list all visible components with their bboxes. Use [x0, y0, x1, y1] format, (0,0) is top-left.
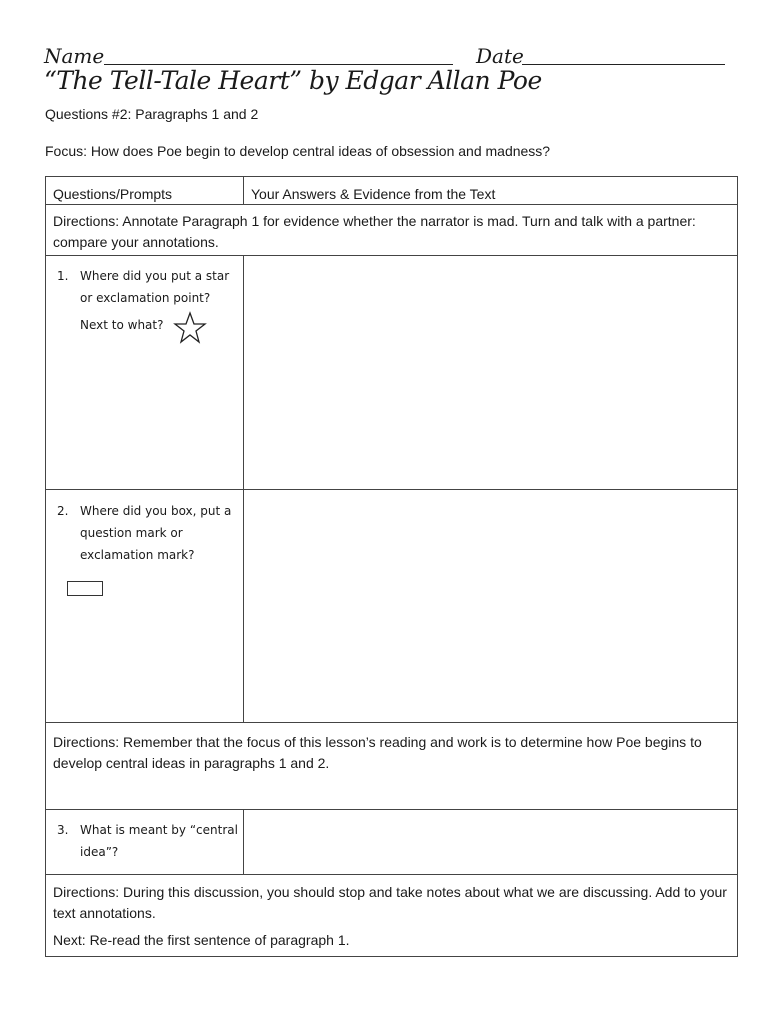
question-2-number: 2. — [57, 504, 69, 518]
answer-1-area[interactable] — [244, 256, 737, 489]
question-1-followup: Next to what? — [80, 318, 164, 332]
subtitle: Questions #2: Paragraphs 1 and 2 — [45, 106, 259, 122]
table-header-row — [46, 177, 737, 205]
questions-table — [45, 176, 738, 957]
directions-row-2 — [46, 723, 737, 810]
question-row-3 — [46, 810, 737, 875]
directions-row-1 — [46, 205, 737, 256]
col-answers-header: Your Answers & Evidence from the Text — [251, 186, 496, 202]
date-label: Date — [476, 44, 524, 68]
question-1-cell — [46, 256, 244, 489]
date-line[interactable] — [522, 64, 725, 65]
answer-2-area[interactable] — [244, 490, 737, 722]
focus-statement: Focus: How does Poe begin to develop central ideas of obsession and madness? — [45, 143, 551, 159]
directions-row-3 — [46, 875, 737, 956]
question-row-2 — [46, 490, 737, 723]
answer-3-area[interactable] — [244, 810, 737, 874]
question-1-text: Where did you put a star or exclamation point? — [80, 269, 230, 305]
question-3-cell — [46, 810, 244, 874]
question-2-cell — [46, 490, 244, 722]
name-label: Name — [44, 44, 105, 68]
question-2-text: Where did you box, put a question mark or exclamation mark? — [80, 504, 232, 562]
question-3-text: What is meant by “central idea”? — [80, 823, 238, 859]
next-instruction: Next: Re-read the first sentence of paragraph 1. — [53, 932, 350, 948]
question-row-1 — [46, 256, 737, 490]
directions-3-text: Directions: During this discussion, you should stop and take notes about what we are discussing. Add to your text annotations. — [53, 884, 727, 921]
question-1-number: 1. — [57, 269, 69, 283]
name-line[interactable] — [104, 64, 453, 65]
star-icon — [173, 311, 207, 345]
col-questions-header: Questions/Prompts — [46, 177, 244, 204]
box-icon — [67, 581, 103, 596]
directions-1-text: Directions: Annotate Paragraph 1 for evidence whether the narrator is mad. Turn and talk with a partner: compare your annotations. — [53, 213, 696, 250]
directions-2-text: Directions: Remember that the focus of this lesson’s reading and work is to determine how Poe begins to develop central ideas in paragraphs 1 and 2. — [53, 734, 702, 771]
question-3-number: 3. — [57, 823, 69, 837]
page-title: “The Tell-Tale Heart” by Edgar Allan Poe — [44, 66, 542, 95]
